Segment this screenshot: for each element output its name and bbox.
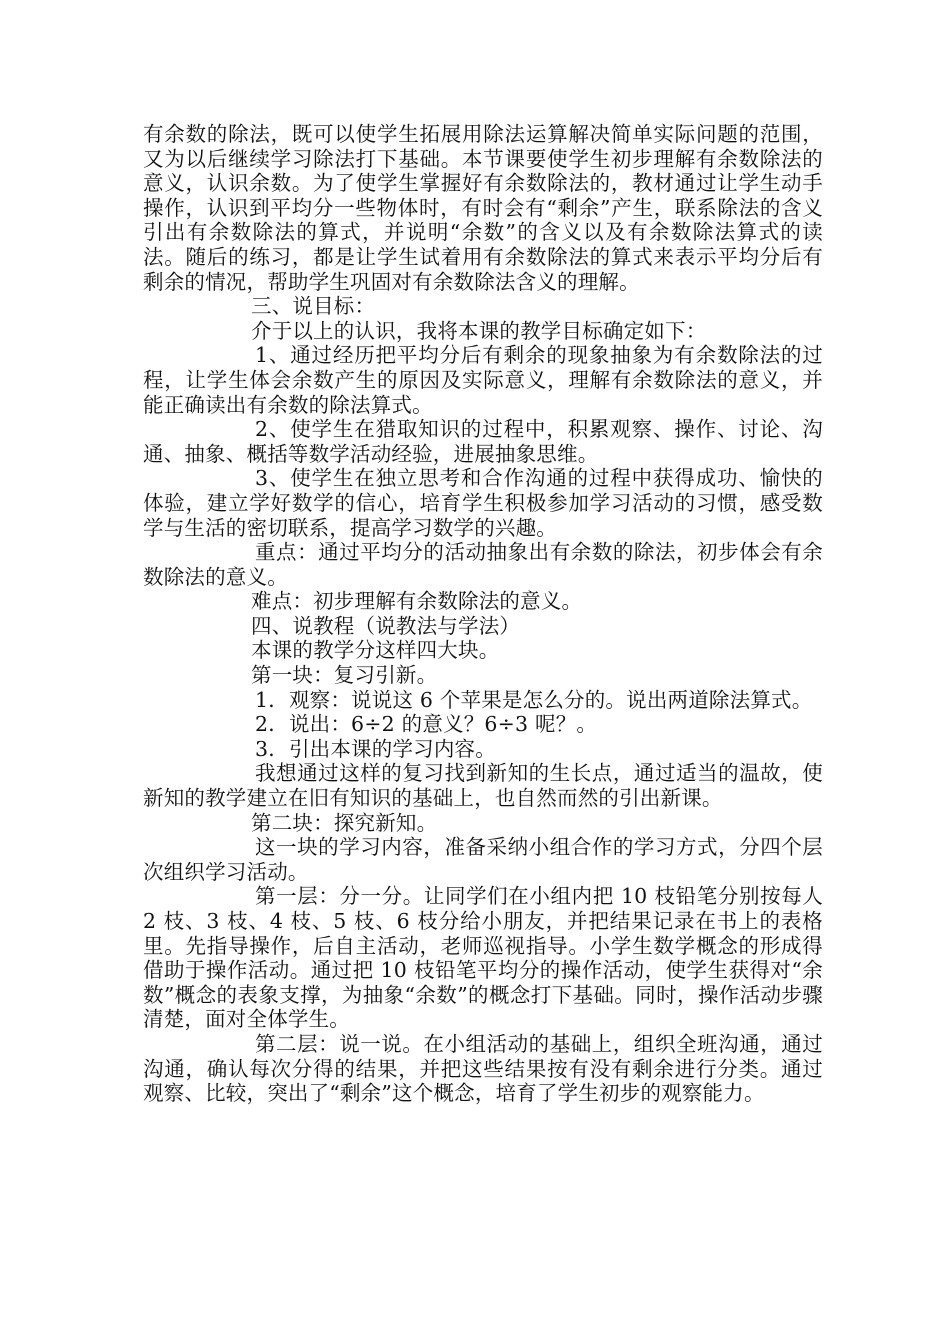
block-2-title: 第二块：探究新知。 (251, 810, 438, 835)
document-body (143, 122, 823, 1106)
block-1-title: 第一块：复习引新。 (251, 663, 438, 688)
paragraph-intro: 有余数的除法，既可以使学生拓展用除法运算解决简单实际问题的范围，又为以后继续学习除法打下基础。本节课要使学生初步理解有余数除法的意义，认识余数。为了使学生掌握好有余数除法的，教材通过让学生动手操作，认识到平均分一些物体时，有时会有“剩余”产生，联系除法的含义引出有余数除法的算式，并说明“余数”的含义以及有余数除法算式的读法。随后的练习，都是让学生试着用有余数除法的算式来表示平均分后有剩余的情况，帮助学生巩固对有余数除法含义的理解。 (143, 122, 823, 294)
difficult-point: 难点：初步理解有余数除法的意义。 (251, 589, 583, 614)
block-2-layer-1: 第一层：分一分。让同学们在小组内把 10 枝铅笔分别按每人 2 枝、3 枝、4 枝、5 枝、6 枝分给小朋友，并把结果记录在书上的表格里。先指导操作，后自主活动，老师巡视指导。小学生数学概念的形成得借助于操作活动。通过把 10 枝铅笔平均分的操作活动，使学生获得对“余数”概念的表象支撑，为抽象“余数”的概念打下基础。同时，操作活动步骤清楚，面对全体学生。 (143, 884, 823, 1032)
block-1-step-2: 2．说出：6÷2 的意义？6÷3 呢？。 (255, 712, 598, 737)
paragraph-process-intro: 本课的教学分这样四大块。 (251, 638, 500, 663)
block-1-step-1: 1．观察：说说这 6 个苹果是怎么分的。说出两道除法算式。 (255, 687, 813, 712)
key-point: 重点：通过平均分的活动抽象出有余数的除法，初步体会有余数除法的意义。 (143, 540, 823, 589)
heading-goals: 三、说目标： (251, 294, 376, 319)
heading-process: 四、说教程（说教法与学法） (251, 613, 521, 638)
goal-item-2: 2、使学生在猎取知识的过程中，积累观察、操作、讨论、沟通、抽象、概括等数学活动经验，进展抽象思维。 (143, 417, 823, 466)
goal-item-3: 3、使学生在独立思考和合作沟通的过程中获得成功、愉快的体验，建立学好数学的信心，培育学生积极参加学习活动的习惯，感受数学与生活的密切联系，提高学习数学的兴趣。 (143, 466, 823, 540)
paragraph-goals-intro: 介于以上的认识，我将本课的教学目标确定如下： (251, 318, 707, 343)
block-2-intro: 这一块的学习内容，准备采纳小组合作的学习方式，分四个层次组织学习活动。 (143, 835, 823, 884)
goal-item-1: 1、通过经历把平均分后有剩余的现象抽象为有余数除法的过程，让学生体会余数产生的原因及实际意义，理解有余数除法的意义，并能正确读出有余数的除法算式。 (143, 343, 823, 417)
block-1-summary: 我想通过这样的复习找到新知的生长点，通过适当的温故，使新知的教学建立在旧有知识的基础上，也自然而然的引出新课。 (143, 761, 823, 811)
block-2-layer-2: 第二层：说一说。在小组活动的基础上，组织全班沟通，通过沟通，确认每次分得的结果，并把这些结果按有没有剩余进行分类。通过观察、比较，突出了“剩余”这个概念，培育了学生初步的观察能力。 (143, 1031, 823, 1106)
block-1-step-3: 3．引出本课的学习内容。 (255, 736, 496, 761)
